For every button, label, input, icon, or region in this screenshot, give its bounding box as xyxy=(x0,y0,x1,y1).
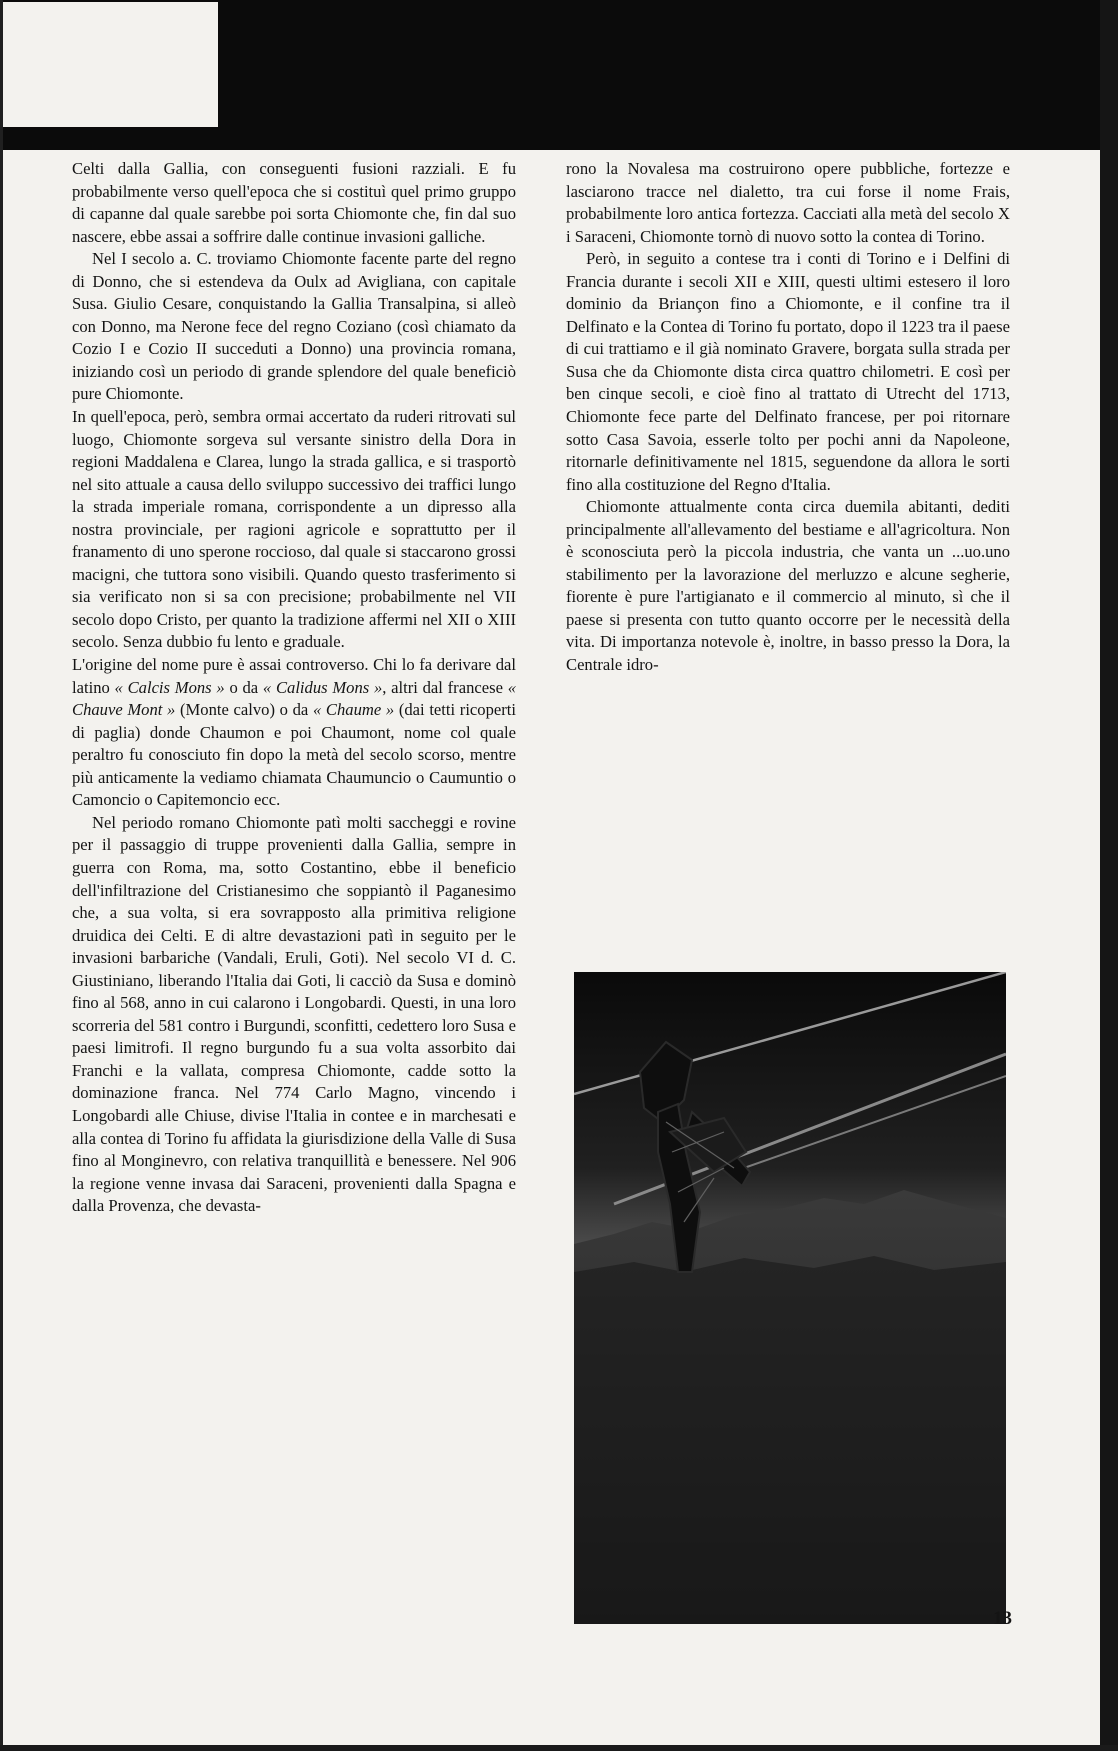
paragraph-novalesa: rono la Novalesa ma costruirono opere pubbliche, fortezze e lasciarono tracce nel dialetto, tra cui forse il nome Frais, probabilmente loro antica fortezza. Cacciati alla metà del secolo X i Saraceni, Chiomonte tornò di nuovo sotto la contea di Torino. xyxy=(566,159,1010,246)
cable-pylon-icon xyxy=(574,972,1006,1624)
scan-left-edge xyxy=(0,0,3,1751)
etymology-term: « Chauve Mont » xyxy=(72,677,516,720)
page-number: 13 xyxy=(993,1608,1012,1629)
etymology-term: « Chaume » xyxy=(312,700,395,720)
cable-pylon-photo xyxy=(574,972,1006,1624)
etymology-text: , altri dal francese xyxy=(382,677,508,697)
paragraph-romano: Nel periodo romano Chiomonte patì molti saccheggi e rovine per il passaggio di truppe provenienti dalla Gallia, sempre in guerra con Roma, ma, sotto Costantino, ebbe il beneficio dell'infiltrazione del Cristianesimo che soppiantò il Paganesimo che, a sua volta, si era sovrapposto alla primitiva religione druidica dei Celti. E di altre devastazioni patì in seguito per le invasioni barbariche (Vandali, Eruli, Goti). Nel secolo VI d. C. Giustiniano, liberando l'Italia dai Goti, li cacciò da Susa e dominò fino al 568, anno in cui calarono i Longobardi. Questi, in una loro scorreria del 581 contro i Burgundi, sconfitti, cedettero loro Susa e paesi limitrofi. Il regno burgundo fu a sua volta assorbito dai Franchi e la vallata, compresa Chiomonte, cadde sotto la dominazione franca. Nel 774 Carlo Magno, vincendo i Longobardi alle Chiuse, divise l'Italia in contee e in marchesati e alla contea di Torino fu affidata la giurisdizione della Valle di Susa fino al Monginevro, con relativa tranquillità e benessere. Nel 906 la regione venne invasa dai Saraceni, provenienti dalla Spagna e dalla Provenza, che devasta- xyxy=(72,812,516,1216)
etymology-term: « Calcis Mons » xyxy=(114,677,225,697)
etymology-text: (Monte calvo) o da xyxy=(175,700,313,720)
left-text-column xyxy=(72,158,516,1218)
scan-rule xyxy=(0,128,1100,150)
paragraph-ruderi: In quell'epoca, però, sembra ormai accertato da ruderi ritrovati sul luogo, Chiomonte sorgeva sul versante sinistro della Dora in regioni Maddalena e Clarea, lungo la strada gallica, e si trasportò nel sito attuale a causa dello sviluppo successivo dei traffici lungo la strada imperiale romana, corrispondente a un dipresso alla nostra provinciale, per ragioni agricole e soprattutto per il franamento di uno sperone roccioso, dal quale si staccarono grossi macigni, che tuttora sono visibili. Quando questo trasferimento si sia verificato non si sa con precisione; probabilmente nel VII secolo dopo Cristo, per quanto la tradizione affermi nel XII o XIII secolo. Senza dubbio fu lento e graduale. xyxy=(72,407,516,652)
paragraph-delfinato: Però, in seguito a contese tra i conti di Torino e i Delfini di Francia durante i secoli XII e XIII, questi ultimi estesero il loro dominio da Briançon fino a Chiomonte, e il confine tra il Delfinato e la Contea di Torino fu portato, dopo il 1223 tra il paese di cui trattiamo e il già nominato Gravere, borgata sulla strada per Susa che da Chiomonte dista circa quattro chilometri. E così per ben cinque secoli, e cioè fino al trattato di Utrecht del 1713, Chiomonte fece parte del Delfinato francese, per poi ritornare sotto Casa Savoia, esserle tolto per pochi anni da Napoleone, ritornarle definitivamente nel 1815, seguendone da allora le sorti fino alla costituzione del Regno d'Italia. xyxy=(566,249,1010,494)
paragraph-etymology xyxy=(72,654,516,812)
paragraph-primo-secolo: Nel I secolo a. C. troviamo Chiomonte facente parte del regno di Donno, che si estendeva da Oulx ad Avigliana, con capitale Susa. Giulio Cesare, conquistando la Gallia Transalpina, si alleò con Donno, ma Nerone fece del regno Coziano (così chiamato da Cozio I e Cozio II succeduti a Donno) una provincia romana, iniziando così un periodo di grande splendore del quale beneficiò pure Chiomonte. xyxy=(72,249,516,404)
etymology-text: o da xyxy=(224,677,263,697)
scan-right-edge xyxy=(1100,0,1118,1751)
etymology-text: L'origine del nome pure è assai controverso. Chi lo fa derivare dal latino xyxy=(72,655,516,697)
etymology-term: « Calidus Mons » xyxy=(262,677,383,697)
right-text-column xyxy=(566,158,1010,677)
paragraph-celti: Celti dalla Gallia, con conseguenti fusioni razziali. E fu probabilmente verso quell'epoca che si costituì quel primo gruppo di capanne dal quale sarebbe poi sorta Chiomonte che, fin dal suo nascere, ebbe assai a soffrire dalle continue invasioni galliche. xyxy=(72,159,516,246)
paragraph-abitanti: Chiomonte attualmente conta circa duemila abitanti, dediti principalmente all'allevamento del bestiame e all'agricoltura. Non è sconosciuta però la piccola industria, che vanta un ...uo.uno stabilimento per la lavorazione del merluzzo e alcune segherie, fiorente è pure l'artigianato e il commercio al minuto, sì che il paese si presenta con tutto quanto occorre per le necessità della vita. Di importanza notevole è, inoltre, in basso presso la Dora, la Centrale idro- xyxy=(566,497,1010,675)
scan-bottom-edge xyxy=(0,1745,1118,1751)
etymology-text: (dai tetti ricoperti di paglia) donde Chaumon e poi Chaumont, nome col quale peraltro fu conosciuto fin dopo la metà del secolo scorso, mentre più anticamente la vediamo chiamata Chaumuncio o Caumuntio o Camoncio o Capitemoncio ecc. xyxy=(72,700,516,810)
scan-top-edge xyxy=(0,0,218,2)
